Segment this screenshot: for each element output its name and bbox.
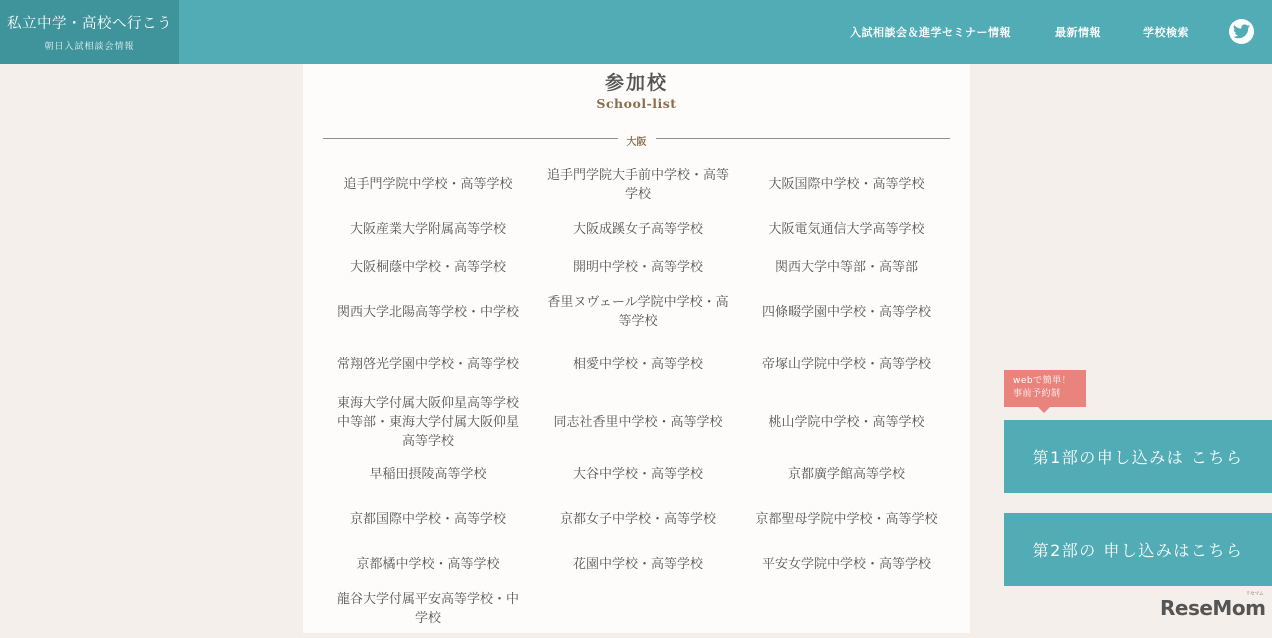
region-heading [303,130,970,149]
school-item[interactable]: 開明中学校・高等学校 [572,260,703,275]
school-item[interactable]: 四條畷学園中学校・高等学校 [761,304,931,320]
school-item[interactable]: 早稲田摂陵高等学校 [369,466,487,482]
apply-part1-button[interactable]: 第1部の申し込みは こちら [1004,420,1272,493]
school-item[interactable]: 常翔啓光学園中学校・高等学校 [336,356,519,372]
watermark-text: ReseMom [1160,596,1266,620]
site-header [0,0,1272,64]
reservation-badge [1004,370,1086,407]
site-logo[interactable] [0,0,179,64]
nav-item-seminar-info[interactable]: 入試相談会＆進学セミナー情報 [850,26,1011,39]
school-item[interactable]: 京都女子中学校・高等学校 [559,512,716,527]
region-label: 大阪 [618,137,656,148]
school-item[interactable]: 追手門学院大手前中学校・高等学校 [546,167,729,202]
school-item[interactable]: 大阪桐蔭中学校・高等学校 [349,260,506,275]
school-item[interactable]: 帝塚山学院中学校・高等学校 [761,356,931,372]
school-item[interactable]: 相愛中学校・高等学校 [572,356,703,372]
school-item[interactable]: 関西大学北陽高等学校・中学校 [336,304,519,320]
school-item[interactable]: 関西大学中等部・高等部 [774,260,918,275]
school-item[interactable]: 東海大学付属大阪仰星高等学校中等部・東海大学付属大阪仰星高等学校 [336,395,519,449]
school-item[interactable]: 平安女学院中学校・高等学校 [761,556,931,572]
page-title: 参加校 [604,72,668,94]
apply-part2-button[interactable]: 第2部の 申し込みはこちら [1004,513,1272,586]
badge-line-2: 事前予約制 [1013,389,1061,399]
school-item[interactable]: 大谷中学校・高等学校 [572,466,703,482]
school-item[interactable]: 京都聖母学院中学校・高等学校 [755,512,938,527]
school-item[interactable]: 大阪成蹊女子高等学校 [572,222,703,237]
watermark-small: リセマム [1245,591,1264,597]
brand-title: 私立中学・高校へ行こう [7,16,172,32]
school-item[interactable]: 同志社香里中学校・高等学校 [553,414,723,430]
nav-item-news[interactable]: 最新情報 [1055,26,1101,39]
resemom-watermark [1160,591,1266,620]
school-item[interactable]: 花園中学校・高等学校 [572,556,703,572]
school-item[interactable]: 桃山学院中学校・高等学校 [768,414,925,430]
school-item[interactable]: 大阪電気通信大学高等学校 [768,222,925,237]
school-item[interactable]: 大阪産業大学附属高等学校 [349,222,506,237]
badge-line-1: webで簡単！ [1013,376,1072,386]
school-grid [323,162,950,638]
school-item[interactable]: 香里ヌヴェール学院中学校・高等学校 [547,295,729,329]
school-item[interactable]: 追手門学院中学校・高等学校 [343,177,513,192]
school-item[interactable]: 京都廣学館高等学校 [787,466,905,482]
school-item[interactable]: 大阪国際中学校・高等学校 [768,177,925,192]
school-list-panel [303,64,970,633]
twitter-bird-icon[interactable] [1229,19,1254,44]
school-item[interactable]: 龍谷大学付属平安高等学校・中学校 [336,592,519,626]
brand-subtitle: 朝日入試相談会情報 [44,42,135,52]
school-item[interactable]: 京都国際中学校・高等学校 [349,512,506,527]
page-subtitle: School-list [596,96,677,111]
nav-item-school-search[interactable]: 学校検索 [1143,26,1189,39]
school-item[interactable]: 京都橘中学校・高等学校 [356,556,500,572]
